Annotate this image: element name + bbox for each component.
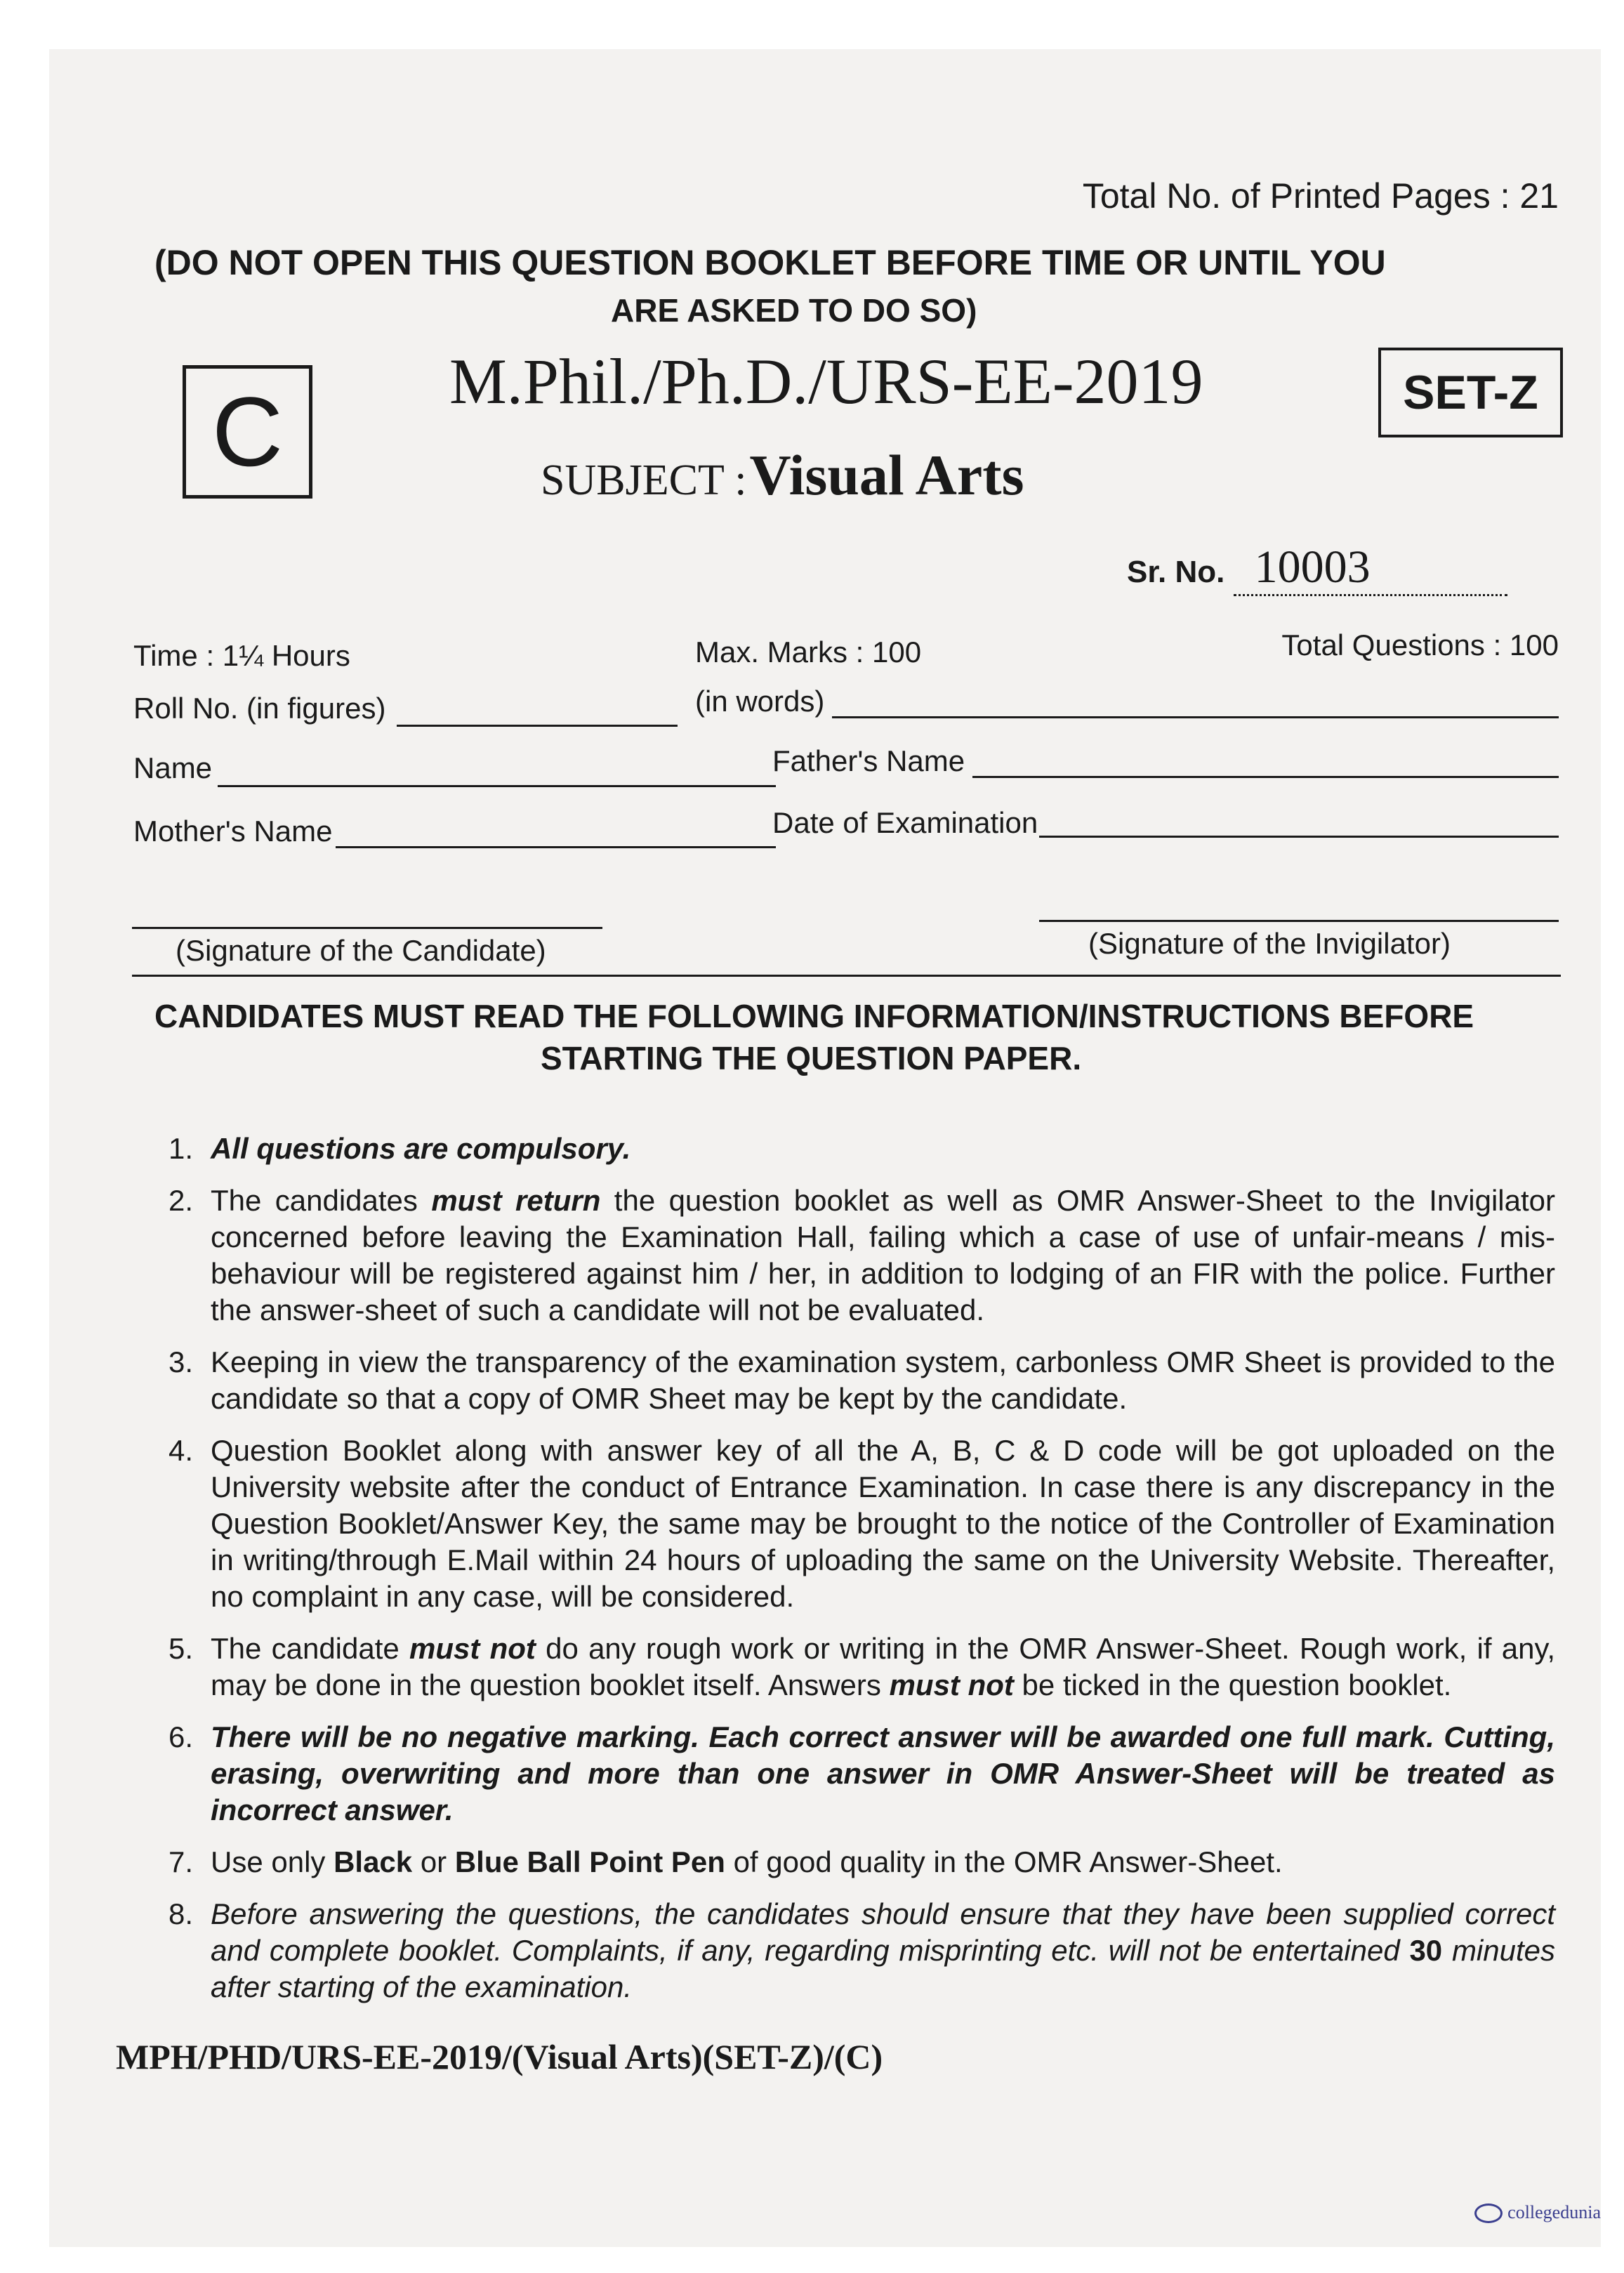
invigilator-signature-line[interactable] — [1039, 920, 1559, 922]
set-label-box: SET-Z — [1378, 348, 1563, 437]
watermark-logo-icon — [1474, 2203, 1503, 2223]
collegedunia-watermark — [1474, 2201, 1601, 2223]
serial-value: 10003 — [1254, 541, 1371, 593]
subject-label: SUBJECT : — [541, 456, 747, 504]
mothers-name-line[interactable] — [336, 846, 776, 848]
instructions-heading-1: CANDIDATES MUST READ THE FOLLOWING INFORMATION/INSTRUCTIONS BEFORE — [154, 998, 1474, 1034]
footer-code: MPH/PHD/URS-EE-2019/(Visual Arts)(SET-Z)/(C) — [116, 2037, 883, 2076]
roll-figures-label: Roll No. (in figures) — [133, 692, 386, 725]
warning-line-2: ARE ASKED TO DO SO) — [611, 292, 977, 329]
subject-line — [541, 442, 1024, 508]
roll-figures-line[interactable] — [397, 725, 678, 727]
instruction-7: 7. Use only Black or Blue Ball Point Pen of good quality in the OMR Answer-Sheet. — [169, 1845, 1283, 1878]
watermark-text: collegedunia — [1507, 2202, 1601, 2222]
instruction-8: 8. Before answering the questions, the candidates should ensure that they have been supplied correct and complete booklet. Complaints, if any, regarding misprinting etc. will not be entertained 30 minutes after starting of the examination. — [169, 1897, 1556, 2003]
date-of-exam-line[interactable] — [1039, 836, 1559, 838]
exam-title: M.Phil./Ph.D./URS-EE-2019 — [449, 345, 1203, 417]
instruction-3: 3. Keeping in view the transparency of the examination system, carbonless OMR Sheet is provided to the candidate so that a copy of OMR Sheet may be kept by the candidate. — [169, 1345, 1555, 1415]
total-pages: Total No. of Printed Pages : 21 — [1082, 176, 1559, 216]
serial-label: Sr. No. — [1127, 555, 1225, 589]
candidate-signature-label: (Signature of the Candidate) — [176, 934, 546, 967]
in-words-line[interactable] — [832, 716, 1559, 718]
in-words-label: (in words) — [695, 685, 825, 718]
booklet-code-box: C — [183, 365, 312, 499]
serial-number — [1127, 541, 1507, 596]
max-marks-label: Max. Marks : 100 — [695, 635, 922, 668]
total-questions-label: Total Questions : 100 — [1281, 628, 1559, 661]
instruction-2: 2. The candidates must return the question booklet as well as OMR Answer-Sheet to the Invigilator concerned before leaving the Examination Hall, failing which a case of use of unfair-means / mis-behaviour will be registered against him / her, in addition to lodging of an FIR with the police. Further the answer-sheet of such a candidate will not be evaluated. — [169, 1184, 1556, 1326]
name-label: Name — [133, 751, 213, 784]
question-booklet-page — [49, 49, 1601, 2247]
instructions-heading-2: STARTING THE QUESTION PAPER. — [541, 1040, 1082, 1076]
instruction-1: 1. All questions are compulsory. — [169, 1132, 631, 1165]
instruction-5: 5. The candidate must not do any rough work or writing in the OMR Answer-Sheet. Rough work, if any, may be done in the question booklet itself. Answers must not be ticked in the question booklet. — [169, 1632, 1556, 1701]
section-divider — [132, 975, 1561, 977]
invigilator-signature-label: (Signature of the Invigilator) — [1088, 927, 1451, 960]
name-line[interactable] — [218, 785, 776, 787]
subject-name: Visual Arts — [749, 443, 1024, 507]
candidate-signature-line[interactable] — [132, 927, 602, 929]
mothers-name-label: Mother's Name — [133, 815, 333, 848]
instructions-list — [169, 1131, 1555, 2021]
fathers-name-label: Father's Name — [772, 744, 965, 777]
date-of-exam-label: Date of Examination — [772, 806, 1038, 839]
instruction-6: 6. There will be no negative marking. Each correct answer will be awarded one full mark. Cutting, erasing, overwriting and more than one answer in OMR Answer-Sheet will be treated as incorrect answer. — [169, 1720, 1555, 1826]
instruction-4: 4. Question Booklet along with answer key of all the A, B, C & D code will be got uploaded on the University website after the conduct of Entrance Examination. In case there is any discrepancy in the Question Booklet/Answer Key, the same may be brought to the notice of the Controller of Examination in writing/through E.Mail within 24 hours of uploading the same on the University Website. Thereafter, no complaint in any case, will be considered. — [169, 1434, 1555, 1613]
fathers-name-line[interactable] — [972, 776, 1559, 778]
warning-line-1: (DO NOT OPEN THIS QUESTION BOOKLET BEFORE TIME OR UNTIL YOU — [154, 243, 1386, 282]
time-label: Time : 1¼ Hours — [133, 639, 350, 672]
